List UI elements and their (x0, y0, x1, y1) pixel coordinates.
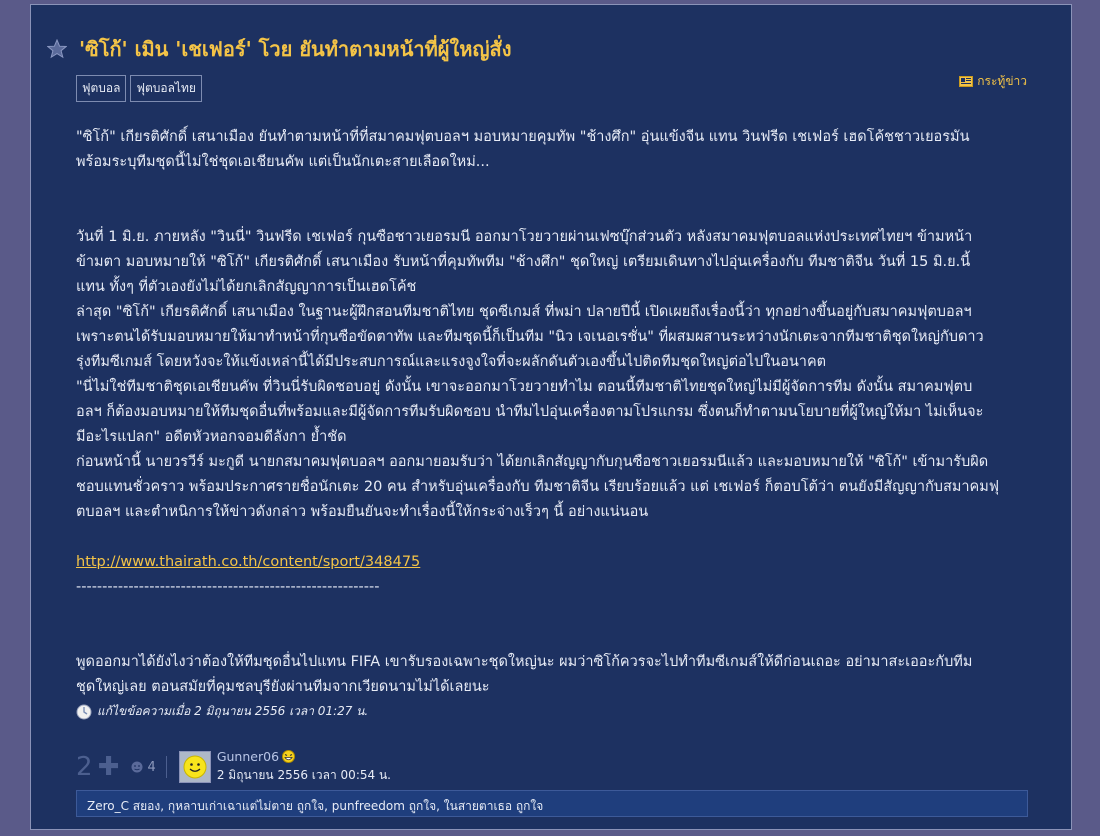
edit-clock-icon (76, 704, 92, 720)
comment-paragraph: พูดออกมาได้ยังไงว่าต้องให้ทีมชุดอื่นไปแทน FIFA เขารับรองเฉพาะชุดใหญ่นะ ผมว่าซิโก้ควรจะไปทำทีมซีเกมส์ให้ดีก่อนเถอะ อย่ามาสะเออะกับทีม ชุดใหญ่เลย ตอนสมัยที่คุมชลบุรียังผ่านทีมจากเวียดนามไม่ได้เลยนะ (76, 654, 973, 695)
tag-football[interactable]: ฟุตบอล (76, 75, 126, 102)
tag-thai-football[interactable]: ฟุตบอลไทย (130, 75, 201, 102)
intro-paragraph: "ซิโก้" เกียรติศักดิ์ เสนาเมือง ยันทำตามหน้าที่ที่สมาคมฟุตบอลฯ มอบหมายคุมทัพ "ช้างศึก" อุ่นแข้งจีน แทน วินฟรีด เชเฟอร์ เฮดโค้ชชาวเยอรมัน พร้อมระบุทีมชุดนี้ไม่ใช่ชุดเอเชียนคัพ แต่เป็นนักเตะสายเลือดใหม่... (76, 129, 970, 170)
body-paragraph-2: ล่าสุด "ซิโก้" เกียรติศักดิ์ เสนาเมือง ในฐานะผู้ฝึกสอนทีมชาติไทย ชุดซีเกมส์ ที่พม่า ปลายปีนี้ เปิดเผยถึงเรื่องนี้ว่า ทุกอย่างขึ้นอยู่กับสมาคมฟุตบอลฯ เพราะตนได้รับมอบหมายให้มาทำหน้าที่กุนซือขัดตาทัพ และทีมชุดนี้ก็เป็นทีม "นิว เจเนอเรชั่น" ที่ผสมผสานระหว่างนักเตะจากทีมชาติชุดใหญ่กับดาว รุ่งทีมซีเกมส์ โดยหวังจะให้แข้งเหล่านี้ได้มีประสบการณ์และแรงจูงใจที่จะผลักดันตัวเองขึ้นไปติดทีมชุดใหญ่ต่อไปในอนาคต (76, 304, 984, 370)
post-date: 2 มิถุนายน 2556 เวลา 00:54 น. (216, 768, 391, 782)
title-row (47, 33, 511, 65)
separator-line: ---------------------------------------------------------- (76, 579, 380, 595)
topic-title: 'ซิโก้' เมิน 'เชเฟอร์' โวย ยันทำตามหน้าที่ผู้ใหญ่สั่ง (79, 37, 512, 61)
tag-list (76, 75, 202, 102)
edit-note-text: แก้ไขข้อความเมื่อ 2 มิถุนายน 2556 เวลา 01:27 น. (97, 704, 369, 718)
body-paragraph-3: "นี่ไม่ใช่ทีมชาติชุดเอเชียนคัพ ที่วินนี่รับผิดชอบอยู่ ดังนั้น เขาจะออกมาโวยวายทำไม ตอนนี้ทีมชาติไทยชุดใหญ่ไม่มีผู้จัดการทีม ดังนั้น สมาคมฟุตบ อลฯ ก็ต้องมอบหมายให้ทีมชุดอื่นที่พร้อมและมีผู้จัดการทีมรับผิดชอบ นำทีมไปอุ่นเครื่องตามโปรแกรม ซึ่งตนก็ทำตามนโยบายที่ผู้ใหญ่ให้มา ไม่เห็นจะ มีอะไรแปลก" อดีตหัวหอกจอมดีลังกา ย้ำชัด (76, 379, 984, 445)
likes-text[interactable]: Zero_C สยอง, กุหลาบเก่าเฉาแต่ไม่ตาย ถูกใจ, punfreedom ถูกใจ, ในสายตาเธอ ถูกใจ (87, 799, 544, 813)
author-name[interactable]: Gunner06 (216, 749, 280, 764)
newspaper-icon (959, 76, 973, 87)
author-block (217, 749, 391, 785)
topic-type-label: กระทู้ข่าว (977, 74, 1027, 88)
post-footer (76, 748, 391, 786)
topic-type (959, 72, 1027, 91)
body-paragraph-1: วันที่ 1 มิ.ย. ภายหลัง "วินนี่" วินฟรีด เชเฟอร์ กุนซือชาวเยอรมนี ออกมาโวยวายผ่านเฟซบุ๊กส่วนตัว หลังสมาคมฟุตบอลแห่งประเทศไทยฯ ข้ามหน้า ข้ามตา มอบหมายให้ "ซิโก้" เกียรติศักดิ์ เสนาเมือง รับหน้าที่คุมทัพทีม "ช้างศึก" ชุดใหญ่ เตรียมเดินทางไปอุ่นเครื่องกับ ทีมชาติจีน วันที่ 15 มิ.ย.นี้ แทน ทั้งๆ ที่ตัวเองยังไม่ได้ยกเลิกสัญญาการเป็นเฮดโค้ช (76, 229, 973, 295)
vote-count: 2 (76, 752, 93, 782)
emotion-count: 4 (147, 759, 156, 775)
star-icon[interactable] (47, 39, 67, 59)
plus-vote-icon[interactable]: ✚ (97, 752, 120, 782)
topic-body (76, 125, 1031, 700)
body-paragraph-4: ก่อนหน้านี้ นายวรวีร์ มะกูดี นายกสมาคมฟุตบอลฯ ออกมายอมรับว่า ได้ยกเลิกสัญญากับกุนซือชาวเยอรมนีแล้ว และมอบหมายให้ "ซิโก้" เข้ามารับผิด ชอบแทนชั่วคราว พร้อมประกาศรายชื่อนักเตะ 20 คน สำหรับอุ่นเครื่องกับ ทีมชาติจีน เรียบร้อยแล้ว แต่ เชเฟอร์ ก็ตอบโต้ว่า ตนยังมีสัญญากับสมาคมฟุ ตบอลฯ และตำหนิการให้ข่าวดังกล่าว พร้อมยืนยันจะทำเรื่องนี้ให้กระจ่างเร็วๆ นี้ อย่างแน่นอน (76, 454, 1000, 520)
laughing-emoji-icon (282, 750, 295, 763)
emotion-icon (131, 761, 143, 773)
avatar[interactable] (179, 751, 211, 783)
edit-note (76, 702, 368, 721)
likes-bar (76, 790, 1028, 817)
emotion-counter[interactable] (131, 760, 156, 775)
source-link[interactable]: http://www.thairath.co.th/content/sport/348475 (76, 554, 421, 570)
topic-panel (30, 4, 1072, 830)
footer-divider (166, 756, 167, 778)
smiley-avatar-icon (183, 755, 207, 779)
